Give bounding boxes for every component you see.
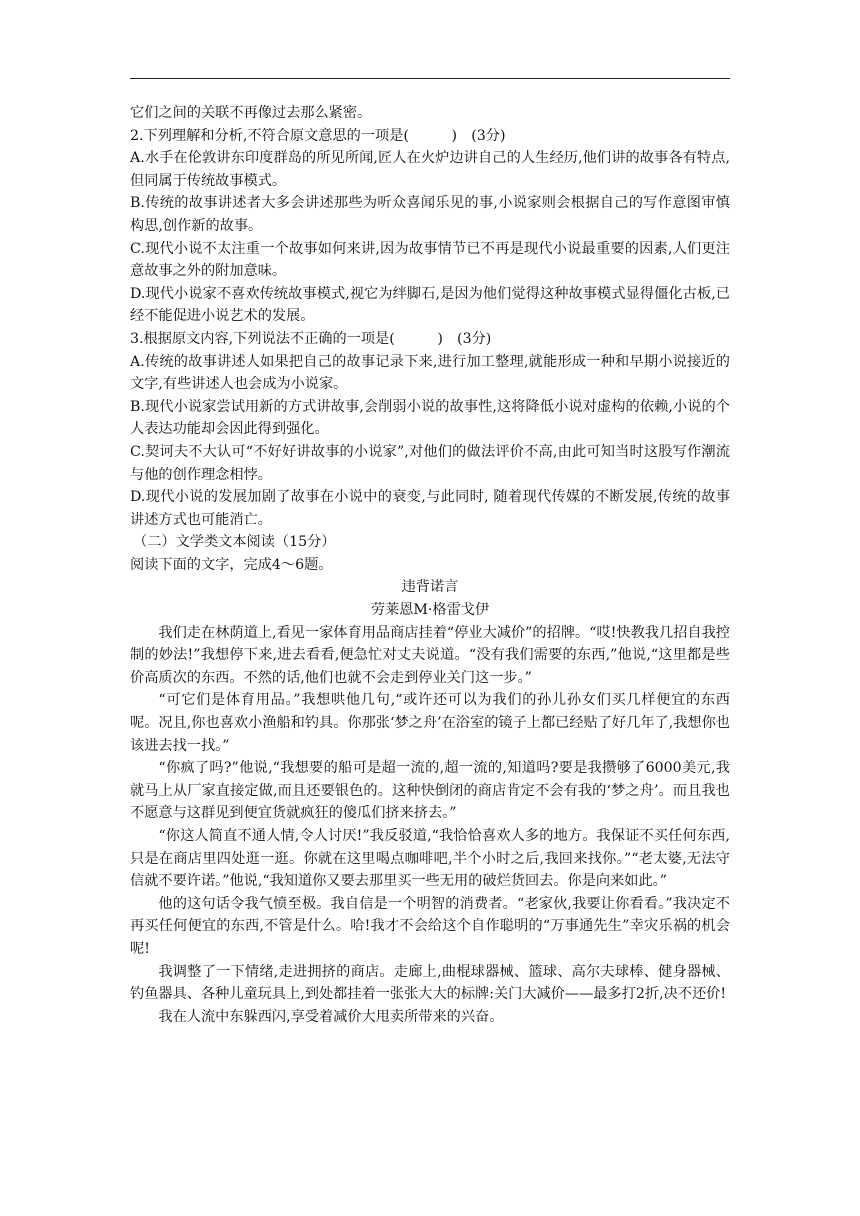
story-paragraph: “你这人简直不通人情,令人讨厌!”我反驳道,“我恰恰喜欢人多的地方。我保证不买任何东西,只是在商店里四处逛一逛。你就在这里喝点咖啡吧,半个小时之后,我回来找你。”“老太婆,无法守信就不要许诺。”他说,“我知道你又要去那里买一些无用的破烂货回去。你是向来如此。” [130, 828, 730, 890]
question-3: 3.根据原文内容,下列说法不正确的一项是( ) (3分) [130, 330, 492, 347]
document-body [130, 102, 730, 1028]
q3-option-c: C.契诃夫不大认可“不好好讲故事的小说家”,对他们的做法评价不高,由此可知当时这股写作潮流与他的创作理念相悖。 [130, 443, 730, 483]
q2-option-d: D.现代小说家不喜欢传统故事模式,视它为绊脚石,是因为他们觉得这种故事模式显得僵化古板,已经不能促进小说艺术的发展。 [130, 285, 730, 325]
q3-option-a: A.传统的故事讲述人如果把自己的故事记录下来,进行加工整理,就能形成一种和早期小说接近的文字,有些讲述人也会成为小说家。 [130, 353, 730, 393]
story-paragraph: 我们走在林荫道上,看见一家体育用品商店挂着“停业大减价”的招牌。“哎!快教我几招自我控制的妙法!”我想停下来,进去看看,便急忙对丈夫说道。“没有我们需要的东西,”他说,“这里都是些价高质次的东西。不然的话,他们也就不会走到停业关门这一步。” [130, 624, 730, 686]
story-title: 违背诺言 [401, 579, 459, 596]
story-paragraph: “可它们是体育用品。”我想哄他几句,“或许还可以为我们的孙儿孙女们买几样便宜的东西呢。况且,你也喜欢小渔船和钓具。你那张‘梦之舟’在浴室的镜子上都已经贴了好几年了,我想你也该进去找一找。” [130, 692, 730, 754]
q3-option-d: D.现代小说的发展加剧了故事在小说中的衰变,与此同时, 随着现代传媒的不断发展,传统的故事讲述方式也可能消亡。 [130, 489, 730, 528]
story-paragraph: 我调整了一下情绪,走进拥挤的商店。走廊上,曲棍球器械、篮球、高尔夫球棒、健身器械、钓鱼器具、各种儿童玩具上,到处都挂着一张张大大的标牌:关门大减价——最多打2折,决不还价! [130, 963, 730, 1003]
story-paragraph: 我在人流中东躲西闪,享受着减价大甩卖所带来的兴奋。 [158, 1008, 504, 1025]
q2-option-b: B.传统的故事讲述者大多会讲述那些为听众喜闻乐见的事,小说家则会根据自己的写作意图审慎构思,创作新的故事。 [130, 195, 730, 234]
header-rule [130, 78, 730, 79]
q3-option-b: B.现代小说家尝试用新的方式讲故事,会削弱小说的故事性,这将降低小说对虚构的依赖,小说的个人表达功能却会因此得到强化。 [130, 398, 730, 438]
continued-line: 它们之间的关联不再像过去那么紧密。 [130, 105, 372, 121]
story-paragraph: 他的这句话令我气愤至极。我自信是一个明智的消费者。“老家伙,我要让你看看。”我决定不再买任何便宜的东西,不管是什么。哈!我才不会给这个自作聪明的“万事通先生”幸灾乐祸的机会呢! [130, 895, 730, 957]
section-heading: （二）文学类文本阅读（15分） [133, 534, 336, 551]
q2-option-a: A.水手在伦敦讲东印度群岛的所见所闻,匠人在火炉边讲自己的人生经历,他们讲的故事各有特点,但同属于传统故事模式。 [130, 150, 730, 189]
reading-instruction: 阅读下面的文字，完成4～6题。 [130, 556, 333, 573]
q2-option-c: C.现代小说不太注重一个故事如何来讲,因为故事情节已不再是现代小说最重要的因素,人们更注意故事之外的附加意味。 [130, 240, 730, 280]
story-paragraph: “你疯了吗?”他说,“我想要的船可是超一流的,超一流的,知道吗?要是我攒够了6000美元,我就马上从厂家直接定做,而且还要银色的。这种快倒闭的商店肯定不会有我的‘梦之舟’。而且我也不愿意与这群见到便宜货就疯狂的傻瓜们挤来挤去。” [130, 760, 730, 822]
question-2: 2.下列理解和分析,不符合原文意思的一项是( ) (3分) [130, 127, 506, 144]
story-author: 劳莱恩M·格雷戈伊 [370, 602, 490, 619]
